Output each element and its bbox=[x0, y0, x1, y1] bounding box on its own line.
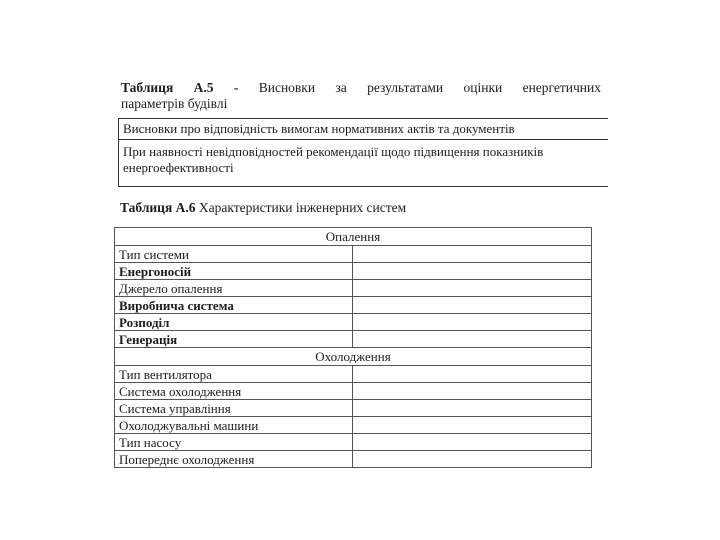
value-cell bbox=[353, 314, 592, 331]
row-label: Система управління bbox=[115, 400, 353, 417]
table-a5-conclusions-cell: Висновки про відповідність вимогам нормативних актів та документів bbox=[119, 119, 609, 140]
table-a5-caption-line2: параметрів будівлі bbox=[121, 96, 228, 111]
value-cell bbox=[353, 400, 592, 417]
table-row bbox=[115, 246, 592, 263]
table-row bbox=[115, 314, 592, 331]
table-a5-caption-text: Висновки за результатами оцінки енергетичних bbox=[258, 80, 602, 95]
table-row bbox=[115, 366, 592, 383]
table-row bbox=[115, 331, 592, 348]
table-row bbox=[115, 383, 592, 400]
value-cell bbox=[353, 383, 592, 400]
row-label: Тип вентилятора bbox=[115, 366, 353, 383]
row-label: Тип насосу bbox=[115, 434, 353, 451]
value-cell bbox=[353, 451, 592, 468]
value-cell bbox=[353, 263, 592, 280]
section-heating-header: Опалення bbox=[115, 228, 592, 246]
table-a6 bbox=[114, 227, 592, 468]
row-label: Генерація bbox=[115, 331, 353, 348]
row-label: Система охолодження bbox=[115, 383, 353, 400]
section-cooling-header: Охолодження bbox=[115, 348, 592, 366]
table-row bbox=[115, 400, 592, 417]
table-a5 bbox=[118, 118, 608, 187]
table-row bbox=[115, 263, 592, 280]
table-row bbox=[115, 434, 592, 451]
value-cell bbox=[353, 331, 592, 348]
row-label: Енергоносій bbox=[115, 263, 353, 280]
table-row bbox=[119, 140, 609, 187]
value-cell bbox=[353, 434, 592, 451]
table-row bbox=[115, 280, 592, 297]
table-a5-caption-label: Таблиця А.5 bbox=[121, 80, 214, 95]
row-label: Розподіл bbox=[115, 314, 353, 331]
table-a5-caption-dash: - bbox=[233, 80, 239, 95]
table-a5-caption-line1 bbox=[121, 80, 601, 96]
table-a5-caption bbox=[121, 80, 601, 112]
value-cell bbox=[353, 246, 592, 263]
table-row bbox=[115, 417, 592, 434]
row-label: Джерело опалення bbox=[115, 280, 353, 297]
row-label: Виробнича система bbox=[115, 297, 353, 314]
table-a6-caption bbox=[120, 200, 406, 216]
value-cell bbox=[353, 280, 592, 297]
table-a6-caption-label: Таблиця А.6 bbox=[120, 200, 196, 215]
section-header-row bbox=[115, 228, 592, 246]
value-cell bbox=[353, 417, 592, 434]
row-label: Охолоджувальні машини bbox=[115, 417, 353, 434]
table-a5-recommendations-cell: При наявності невідповідностей рекомендації щодо підвищення показників енергоефективності bbox=[119, 140, 609, 187]
table-row bbox=[119, 119, 609, 140]
table-row bbox=[115, 297, 592, 314]
value-cell bbox=[353, 366, 592, 383]
table-a6-caption-text: Характеристики інженерних систем bbox=[198, 200, 407, 215]
row-label: Попереднє охолодження bbox=[115, 451, 353, 468]
section-header-row bbox=[115, 348, 592, 366]
row-label: Тип системи bbox=[115, 246, 353, 263]
table-row bbox=[115, 451, 592, 468]
value-cell bbox=[353, 297, 592, 314]
